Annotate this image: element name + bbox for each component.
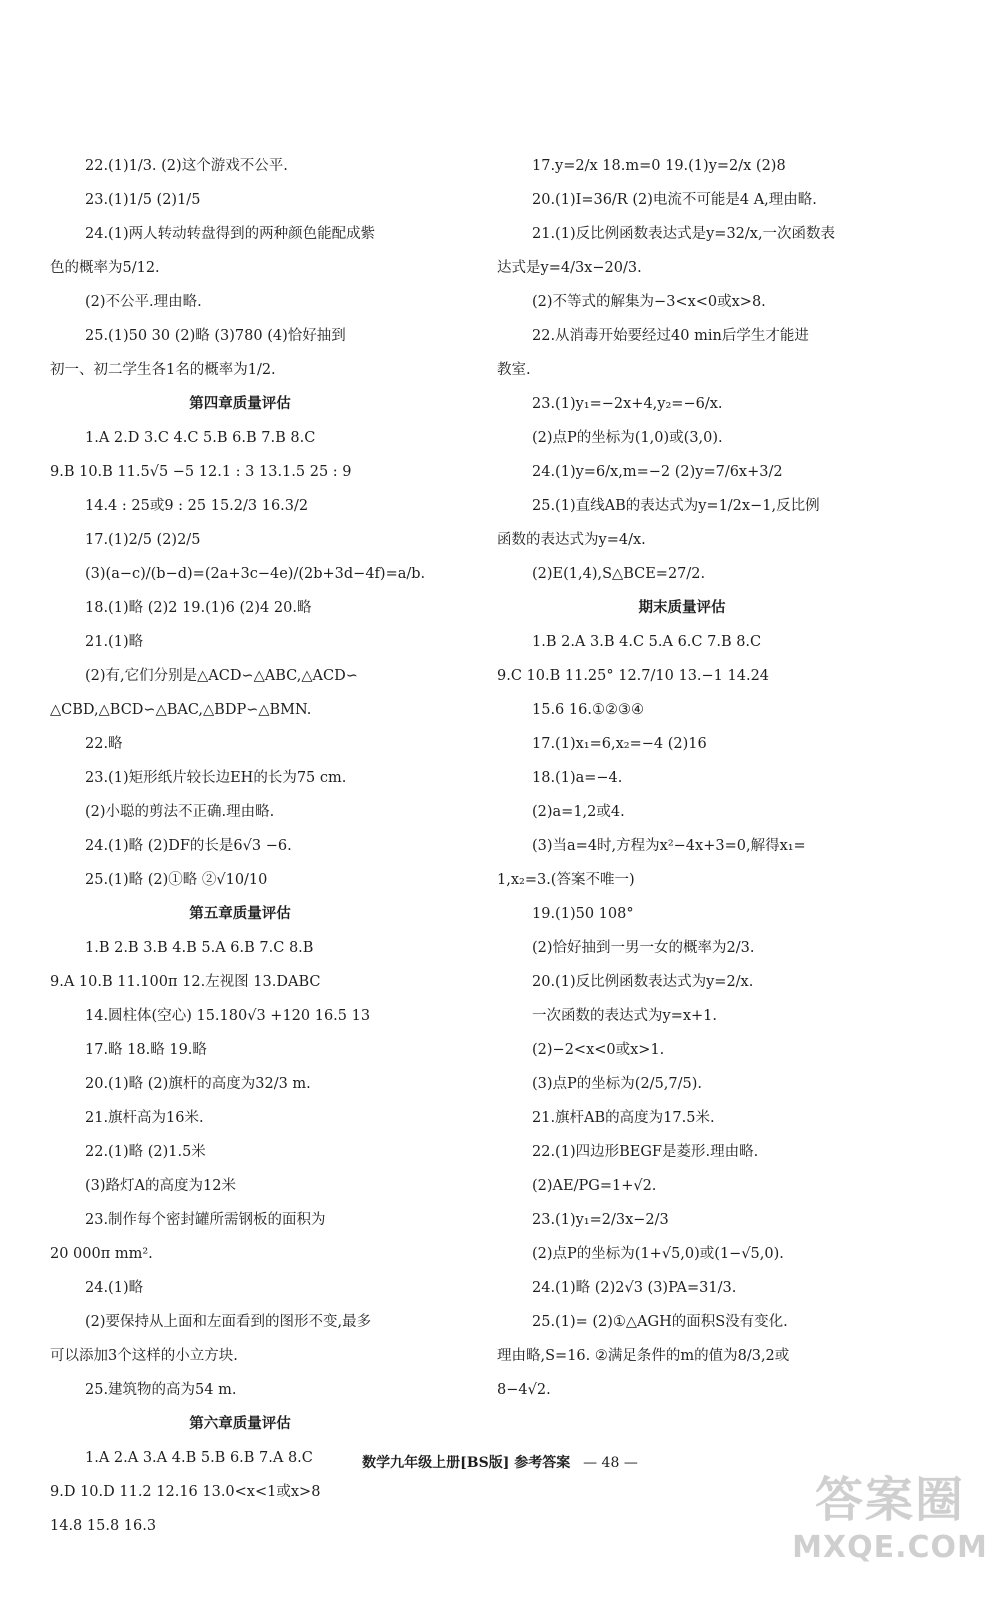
- left-answer-column: [50, 156, 426, 1550]
- answer-line: 20 000π mm².: [50, 1246, 153, 1262]
- answer-line: 8−4√2.: [497, 1382, 551, 1398]
- answer-line: 25.建筑物的高为54 m.: [85, 1382, 237, 1398]
- section-heading: 第六章质量评估: [189, 1415, 291, 1432]
- answer-line: 18.(1)a=−4.: [532, 770, 623, 786]
- answer-line: (2)点P的坐标为(1+√5,0)或(1−√5,0).: [532, 1246, 784, 1262]
- answer-line: 1.A 2.A 3.A 4.B 5.B 6.B 7.A 8.C: [85, 1450, 313, 1466]
- footer-book-title: 数学九年级上册[BS版]: [362, 1455, 510, 1471]
- answer-line: 14.8 15.8 16.3: [50, 1518, 157, 1534]
- answer-line: 15.6 16.①②③④: [532, 702, 644, 718]
- page-number: — 48 —: [583, 1455, 638, 1471]
- watermark-logo: [785, 1470, 995, 1595]
- answer-line: (3)当a=4时,方程为x²−4x+3=0,解得x₁=: [532, 838, 806, 854]
- answer-line: △CBD,△BCD∽△BAC,△BDP∽△BMN.: [50, 702, 312, 718]
- answer-line: 23.制作每个密封罐所需钢板的面积为: [85, 1212, 326, 1228]
- answer-line: (2)不公平.理由略.: [85, 294, 202, 310]
- answer-line: 20.(1)反比例函数表达式为y=2/x.: [532, 974, 754, 990]
- section-heading: 第四章质量评估: [189, 395, 291, 412]
- answer-line: (3)路灯A的高度为12米: [85, 1178, 236, 1194]
- answer-line: (3)(a−c)/(b−d)=(2a+3c−4e)/(2b+3d−4f)=a/b.: [85, 566, 426, 582]
- answer-line: 9.B 10.B 11.5√5 −5 12.1 : 3 13.1.5 25 : 9: [50, 464, 352, 480]
- answer-line: 1,x₂=3.(答案不唯一): [497, 872, 635, 888]
- answer-line: 14.圆柱体(空心) 15.180√3 +120 16.5 13: [85, 1008, 371, 1024]
- answer-line: (2)要保持从上面和左面看到的图形不变,最多: [85, 1314, 372, 1330]
- footer-section: 参考答案: [514, 1455, 571, 1471]
- answer-line: 9.D 10.D 11.2 12.16 13.0<x<1或x>8: [50, 1484, 321, 1500]
- answer-line: 17.y=2/x 18.m=0 19.(1)y=2/x (2)8: [532, 158, 786, 174]
- answer-line: 22.(1)四边形BEGF是菱形.理由略.: [532, 1144, 759, 1160]
- watermark-en-text: MXQE.COM: [792, 1530, 988, 1565]
- answer-line: 14.4 : 25或9 : 25 15.2/3 16.3/2: [85, 498, 309, 514]
- answer-line: (2)恰好抽到一男一女的概率为2/3.: [532, 940, 755, 956]
- answer-line: 21.(1)略: [85, 634, 144, 650]
- answer-line: 25.(1)= (2)①△AGH的面积S没有变化.: [532, 1314, 788, 1330]
- answer-line: 初一、初二学生各1名的概率为1/2.: [50, 362, 276, 378]
- answer-line: 24.(1)略 (2)DF的长是6√3 −6.: [85, 838, 292, 854]
- answer-line: (3)点P的坐标为(2/5,7/5).: [532, 1076, 702, 1092]
- answer-line: 23.(1)1/5 (2)1/5: [85, 192, 201, 208]
- answer-line: 22.(1)略 (2)1.5米: [85, 1144, 206, 1160]
- answer-line: 1.A 2.D 3.C 4.C 5.B 6.B 7.B 8.C: [85, 430, 316, 446]
- answer-line: 20.(1)略 (2)旗杆的高度为32/3 m.: [85, 1076, 311, 1092]
- answer-line: 17.(1)x₁=6,x₂=−4 (2)16: [532, 736, 707, 752]
- answer-line: 20.(1)I=36/R (2)电流不可能是4 A,理由略.: [532, 192, 817, 208]
- answer-line: 教室.: [497, 362, 531, 378]
- answer-line: 24.(1)略: [85, 1280, 144, 1296]
- answer-line: 9.A 10.B 11.100π 12.左视图 13.DABC: [50, 974, 321, 990]
- answer-line: (2)小聪的剪法不正确.理由略.: [85, 804, 275, 820]
- answer-line: 23.(1)矩形纸片较长边EH的长为75 cm.: [85, 770, 347, 786]
- answer-line: 可以添加3个这样的小立方块.: [50, 1348, 238, 1364]
- answer-line: 达式是y=4/3x−20/3.: [497, 260, 642, 276]
- section-heading: 第五章质量评估: [189, 905, 291, 922]
- answer-line: 9.C 10.B 11.25° 12.7/10 13.−1 14.24: [497, 668, 770, 684]
- answer-line: 25.(1)直线AB的表达式为y=1/2x−1,反比例: [532, 498, 820, 514]
- watermark-cn-text: 答案圈: [814, 1472, 965, 1528]
- answer-line: 22.(1)1/3. (2)这个游戏不公平.: [85, 158, 288, 174]
- answer-line: 17.略 18.略 19.略: [85, 1042, 207, 1058]
- answer-line: 23.(1)y₁=2/3x−2/3: [532, 1212, 669, 1228]
- answer-line: 理由略,S=16. ②满足条件的m的值为8/3,2或: [497, 1348, 790, 1364]
- answer-line: 22.从消毒开始要经过40 min后学生才能进: [532, 328, 809, 344]
- answer-line: 17.(1)2/5 (2)2/5: [85, 532, 201, 548]
- answer-line: 25.(1)略 (2)①略 ②√10/10: [85, 872, 268, 888]
- answer-line: 色的概率为5/12.: [50, 260, 160, 276]
- answer-line: (2)AE/PG=1+√2.: [532, 1178, 657, 1194]
- answer-line: 25.(1)50 30 (2)略 (3)780 (4)恰好抽到: [85, 328, 346, 344]
- page-footer: [0, 1452, 1000, 1472]
- answer-line: 21.旗杆高为16米.: [85, 1110, 204, 1126]
- section-heading: 期末质量评估: [638, 599, 726, 616]
- answer-line: 一次函数的表达式为y=x+1.: [532, 1008, 718, 1024]
- answer-line: 22.略: [85, 736, 123, 752]
- answer-line: 1.B 2.B 3.B 4.B 5.A 6.B 7.C 8.B: [85, 940, 314, 956]
- answer-line: 18.(1)略 (2)2 19.(1)6 (2)4 20.略: [85, 600, 312, 616]
- answer-line: 1.B 2.A 3.B 4.C 5.A 6.C 7.B 8.C: [532, 634, 762, 650]
- answer-line: (2)有,它们分别是△ACD∽△ABC,△ACD∽: [85, 668, 358, 684]
- answer-line: (2)E(1,4),S△BCE=27/2.: [532, 566, 706, 582]
- answer-line: (2)−2<x<0或x>1.: [532, 1042, 665, 1058]
- answer-line: 19.(1)50 108°: [532, 906, 634, 922]
- right-answer-column: [497, 156, 847, 1414]
- answer-line: (2)点P的坐标为(1,0)或(3,0).: [532, 430, 723, 446]
- answer-line: (2)a=1,2或4.: [532, 804, 625, 820]
- answer-line: 函数的表达式为y=4/x.: [497, 532, 646, 548]
- answer-line: 23.(1)y₁=−2x+4,y₂=−6/x.: [532, 396, 723, 412]
- answer-line: 21.旗杆AB的高度为17.5米.: [532, 1110, 715, 1126]
- answer-line: 24.(1)两人转动转盘得到的两种颜色能配成紫: [85, 226, 376, 242]
- answer-line: 21.(1)反比例函数表达式是y=32/x,一次函数表: [532, 226, 836, 242]
- answer-line: (2)不等式的解集为−3<x<0或x>8.: [532, 294, 766, 310]
- answer-line: 24.(1)略 (2)2√3 (3)PA=31/3.: [532, 1280, 737, 1296]
- answer-line: 24.(1)y=6/x,m=−2 (2)y=7/6x+3/2: [532, 464, 783, 480]
